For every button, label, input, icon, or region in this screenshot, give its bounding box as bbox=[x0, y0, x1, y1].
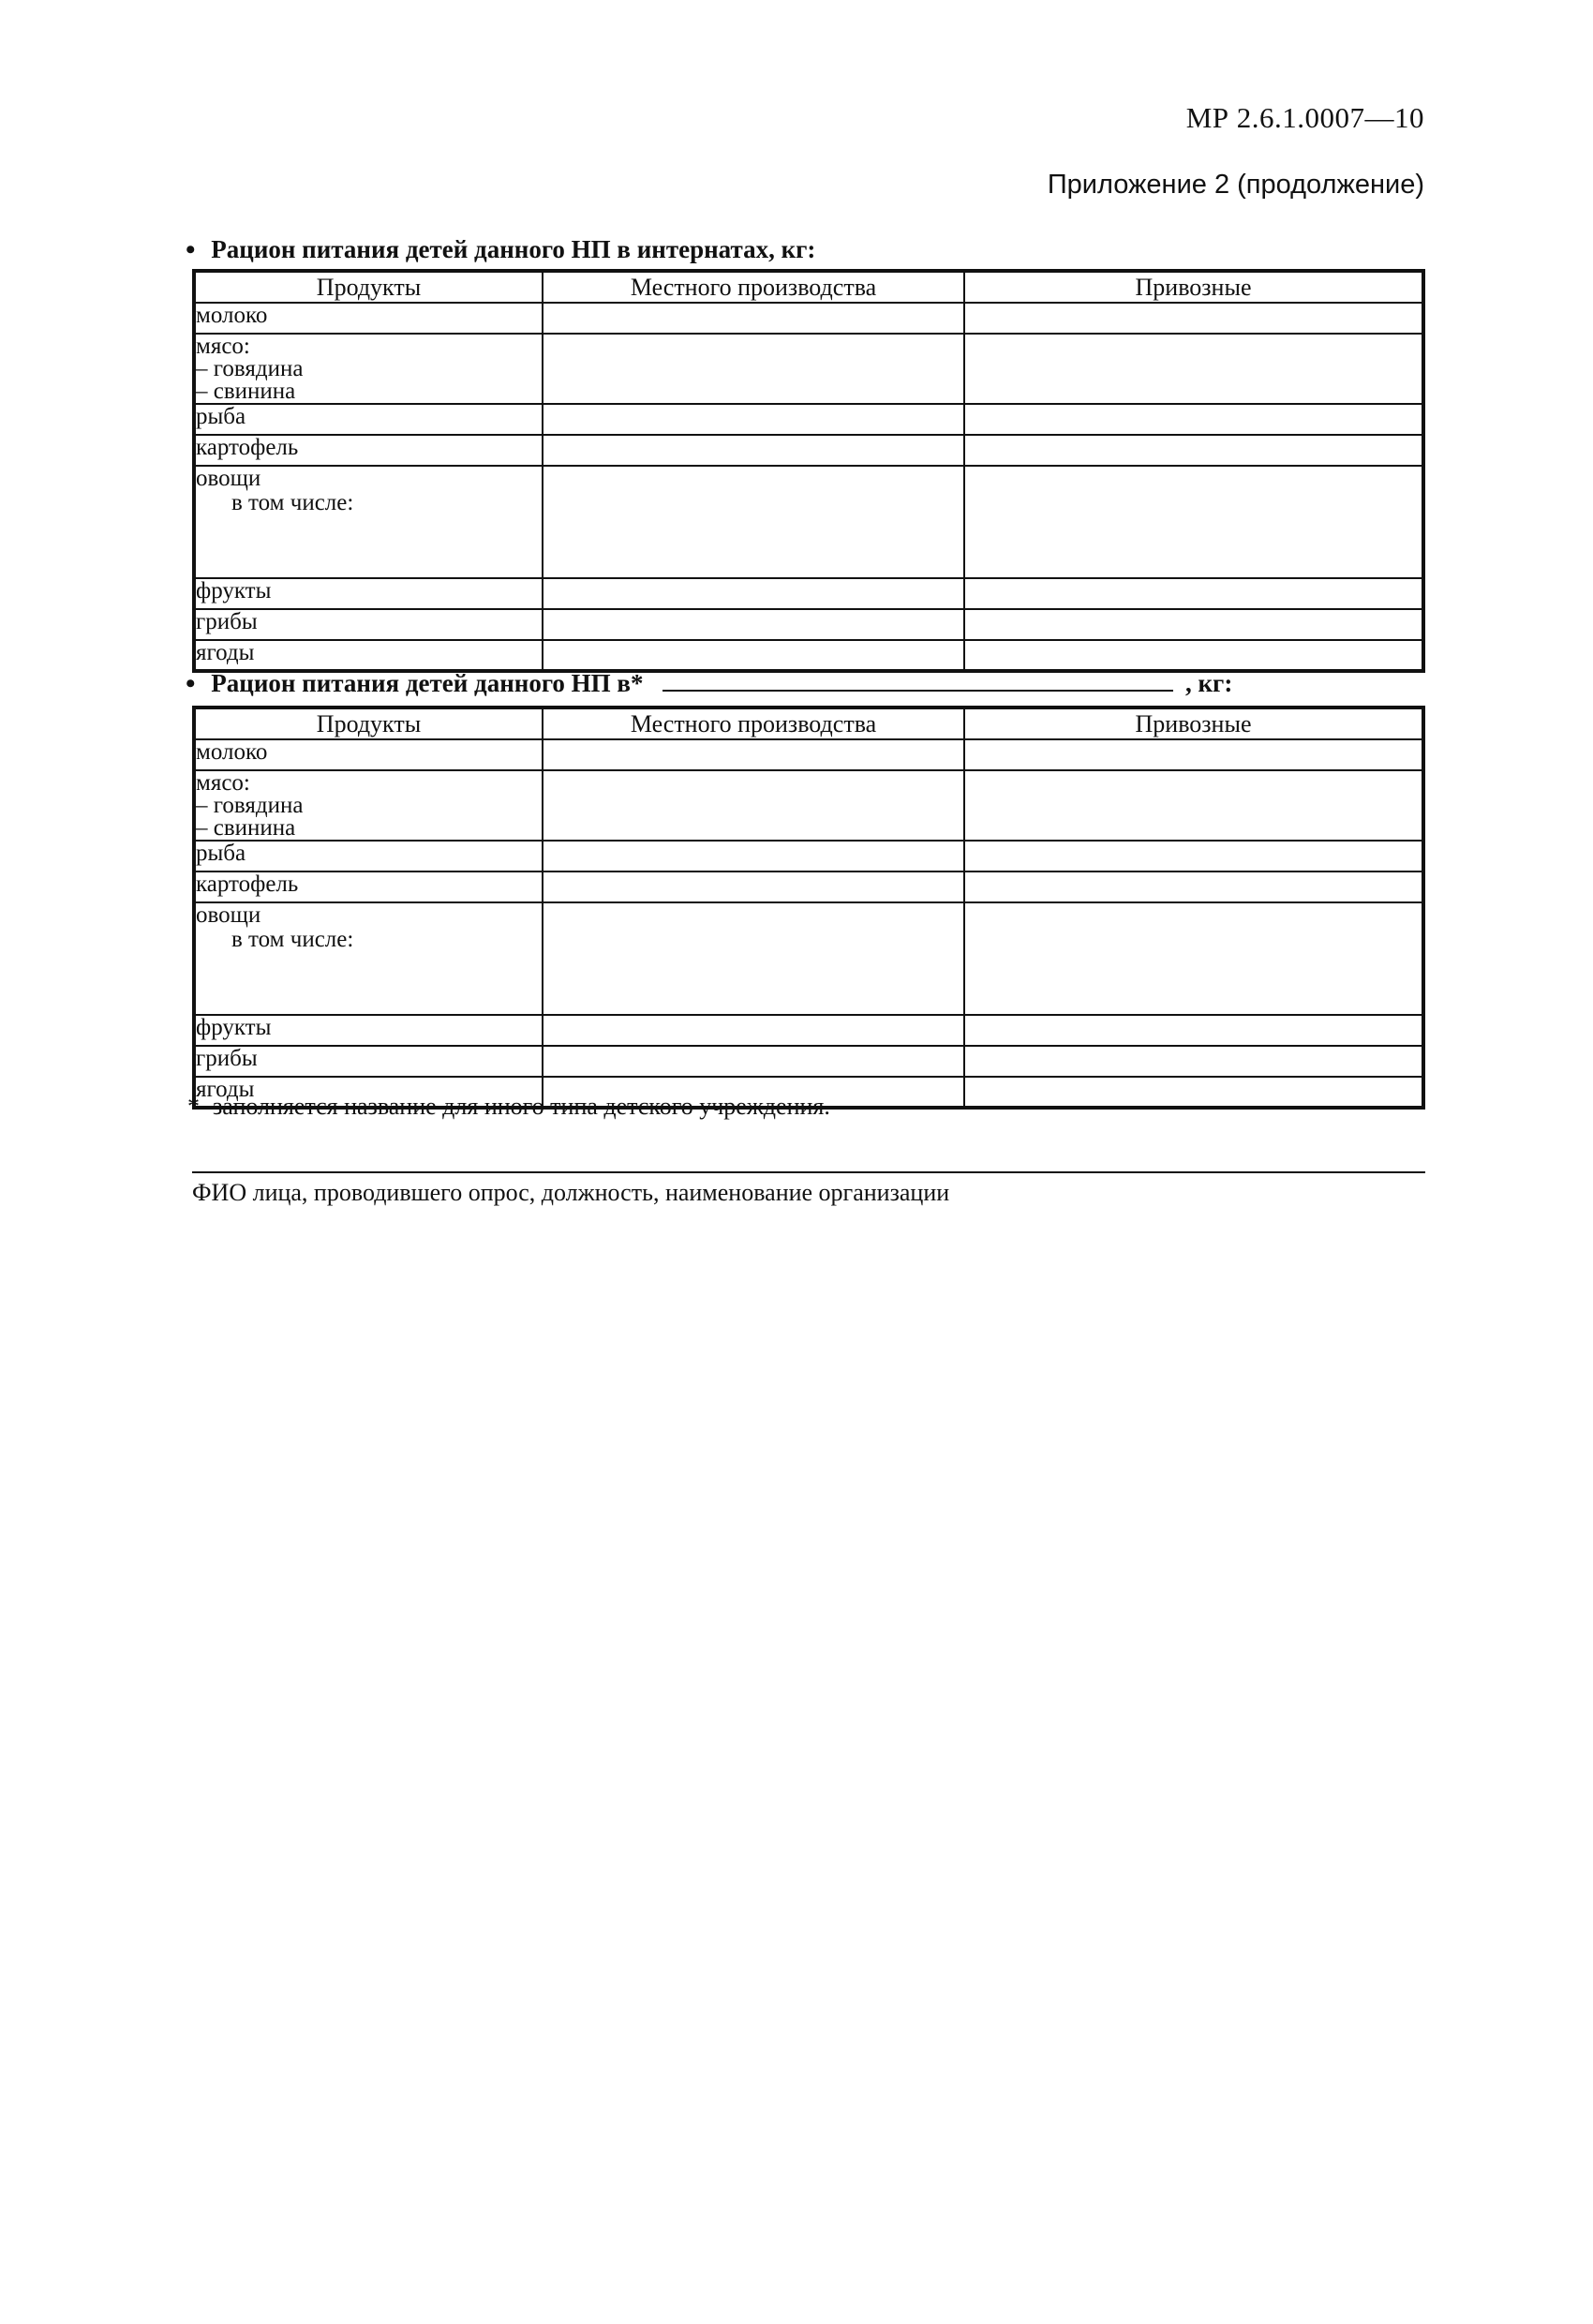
table-row-fish bbox=[194, 404, 1423, 435]
cell-local-production bbox=[543, 578, 964, 609]
cell-imported bbox=[964, 404, 1423, 435]
cell-imported bbox=[964, 578, 1423, 609]
col-header-local-production: Местного производства bbox=[543, 271, 964, 303]
cell-imported bbox=[964, 334, 1423, 404]
row-label: грибы bbox=[194, 1046, 543, 1077]
table-row-vegetables bbox=[194, 466, 1423, 578]
row-label: фрукты bbox=[194, 578, 543, 609]
cell-imported bbox=[964, 902, 1423, 1015]
row-label: рыба bbox=[194, 404, 543, 435]
table2-caption-suffix: , кг: bbox=[1185, 669, 1233, 697]
cell-imported bbox=[964, 609, 1423, 640]
table-row-meat bbox=[194, 770, 1423, 841]
cell-imported bbox=[964, 1046, 1423, 1077]
table-row-meat bbox=[194, 334, 1423, 404]
cell-imported bbox=[964, 770, 1423, 841]
row-label: рыба bbox=[194, 841, 543, 872]
signature-caption: ФИО лица, проводившего опрос, должность, наименование организации bbox=[192, 1179, 950, 1206]
row-label: овощи в том числе: bbox=[194, 466, 543, 578]
row-label: ягоды bbox=[194, 1077, 543, 1108]
cell-local-production bbox=[543, 739, 964, 770]
table2-caption-prefix: Рацион питания детей данного НП в* bbox=[211, 669, 644, 697]
col-header-imported: Привозные bbox=[964, 271, 1423, 303]
footnote bbox=[187, 1093, 830, 1121]
ration-table-internat bbox=[192, 269, 1425, 673]
row-label: фрукты bbox=[194, 1015, 543, 1046]
cell-local-production bbox=[543, 1015, 964, 1046]
cell-local-production bbox=[543, 334, 964, 404]
cell-imported bbox=[964, 435, 1423, 466]
ration-table-other-institution bbox=[192, 706, 1425, 1110]
col-header-products: Продукты bbox=[194, 708, 543, 739]
table-row-potato bbox=[194, 872, 1423, 902]
col-header-local-production: Местного производства bbox=[543, 708, 964, 739]
table1-caption-text: Рацион питания детей данного НП в интернатах, кг: bbox=[211, 235, 816, 263]
bullet-icon: • bbox=[186, 668, 196, 699]
appendix-title: Приложение 2 (продолжение) bbox=[1047, 170, 1424, 200]
cell-imported bbox=[964, 872, 1423, 902]
signature-block bbox=[192, 1171, 1425, 1207]
cell-local-production bbox=[543, 770, 964, 841]
table-row-fish bbox=[194, 841, 1423, 872]
row-label: мясо: – говядина – свинина bbox=[194, 334, 543, 404]
col-header-imported: Привозные bbox=[964, 708, 1423, 739]
footnote-star: * bbox=[187, 1093, 200, 1120]
table-row-potato bbox=[194, 435, 1423, 466]
cell-imported bbox=[964, 303, 1423, 334]
document-code: МР 2.6.1.0007—10 bbox=[1185, 101, 1424, 134]
row-label: ягоды bbox=[194, 640, 543, 671]
table1-caption bbox=[186, 233, 815, 265]
table-row-mushrooms bbox=[194, 609, 1423, 640]
row-label: молоко bbox=[194, 739, 543, 770]
table-row-milk bbox=[194, 739, 1423, 770]
table-row-vegetables bbox=[194, 902, 1423, 1015]
cell-local-production bbox=[543, 609, 964, 640]
table-header-row bbox=[194, 271, 1423, 303]
col-header-products: Продукты bbox=[194, 271, 543, 303]
cell-local-production bbox=[543, 303, 964, 334]
cell-imported bbox=[964, 1077, 1423, 1108]
row-label: мясо: – говядина – свинина bbox=[194, 770, 543, 841]
table2-caption bbox=[186, 667, 1232, 699]
cell-imported bbox=[964, 739, 1423, 770]
cell-local-production bbox=[543, 435, 964, 466]
row-label: картофель bbox=[194, 435, 543, 466]
cell-local-production bbox=[543, 466, 964, 578]
fill-in-blank-line bbox=[663, 667, 1173, 692]
cell-local-production bbox=[543, 902, 964, 1015]
cell-imported bbox=[964, 466, 1423, 578]
table-row-fruits bbox=[194, 578, 1423, 609]
cell-local-production bbox=[543, 841, 964, 872]
row-label: грибы bbox=[194, 609, 543, 640]
cell-local-production bbox=[543, 872, 964, 902]
cell-imported bbox=[964, 1015, 1423, 1046]
footnote-text: заполняется название для иного типа детского учреждения. bbox=[213, 1093, 830, 1120]
cell-imported bbox=[964, 841, 1423, 872]
bullet-icon: • bbox=[186, 234, 196, 265]
row-label: картофель bbox=[194, 872, 543, 902]
cell-local-production bbox=[543, 1046, 964, 1077]
table-row-milk bbox=[194, 303, 1423, 334]
table-header-row bbox=[194, 708, 1423, 739]
row-label: овощи в том числе: bbox=[194, 902, 543, 1015]
table-row-mushrooms bbox=[194, 1046, 1423, 1077]
table-row-fruits bbox=[194, 1015, 1423, 1046]
row-label: молоко bbox=[194, 303, 543, 334]
cell-local-production bbox=[543, 404, 964, 435]
